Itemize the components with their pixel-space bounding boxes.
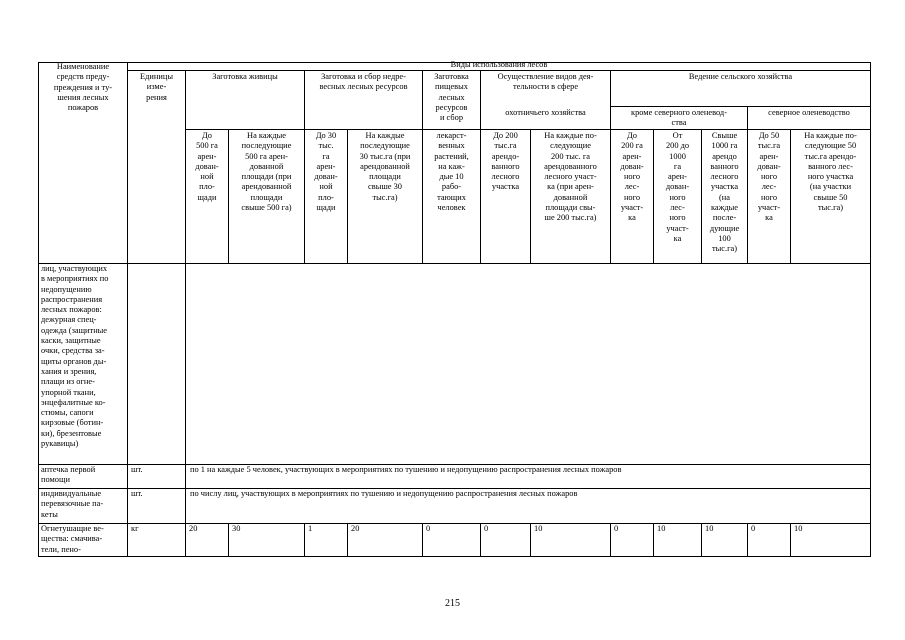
table-line [610, 523, 611, 556]
table-line [422, 523, 423, 556]
subheader-cell: До 30 тыс. га арен- дован- ной пло- щади [314, 131, 338, 213]
header-vidy: Виды использования лесов [450, 60, 548, 69]
value-cell: 30 [232, 524, 241, 533]
subheader-cell: До 50 тыс.га арен- дован- ного лес- ного участ- ка [757, 131, 781, 223]
page-number: 215 [445, 598, 460, 609]
table-line [185, 129, 871, 130]
row-name: аптечка первой помощи [41, 465, 96, 485]
subheader-cell: лекарст- венных растений, на каж- дые 10 рабо- тающих человек [434, 131, 469, 213]
value-cell: 20 [351, 524, 360, 533]
header-severnoe: северное оленеводство [768, 108, 850, 117]
table-line [347, 523, 348, 556]
row-name: индивидуальные перевязочные па- кеты [41, 489, 104, 519]
value-cell: 1 [308, 524, 313, 533]
value-cell: 10 [534, 524, 543, 533]
value-cell: 0 [484, 524, 489, 533]
header-krome: кроме северного оленевод- ства [631, 108, 727, 128]
value-cell: 0 [426, 524, 431, 533]
header-nedrevesnye: Заготовка и сбор недре- весных лесных ресурсов [319, 72, 408, 92]
header-pishchevye: Заготовка пищевых лесных ресурсов и сбор [434, 72, 469, 123]
value-cell: 10 [794, 524, 803, 533]
header-selskoe: Ведение сельского хозяйства [688, 72, 793, 81]
subheader-cell: До 200 га арен- дован- ного лес- ного участ- ка [620, 131, 644, 223]
table-line [790, 523, 791, 556]
row-unit: шт. [131, 489, 143, 498]
row-unit: шт. [131, 465, 143, 474]
table-line [530, 523, 531, 556]
row-name: лиц, участвующих в мероприятиях по недопущению распространения лесных пожаров: дежурная спец- одежда (защитные каски, защитные очки, средства за- щиты органов ды- хания и зрения, плащи из огне- упорной ткани, энцефалитные ко- стюмы, сапоги кирзовые (ботин- ки), брезентовые рукавицы) [41, 264, 109, 449]
subheader-cell: От 200 до 1000 га арен- дован- ного лес- ного участ- ка [665, 131, 690, 243]
table-line [701, 523, 702, 556]
row-name: Огнетушащие ве- щества: смачива- тели, пено- [41, 524, 104, 554]
subheader-cell: До 500 га арен- дован- ной пло- щади [195, 131, 219, 202]
table-line [870, 62, 871, 557]
table-line [480, 523, 481, 556]
table-line [747, 523, 748, 556]
table-line [38, 556, 871, 557]
table-line [610, 106, 871, 107]
value-cell: 0 [751, 524, 756, 533]
row-unit: кг [131, 524, 139, 533]
subheader-cell: На каждые по- следующие 200 тыс. га арендованного лесного участ- ка (при арен- дованной площади свы- ше 200 тыс.га) [544, 131, 597, 223]
subheader-cell: На каждые последующие 30 тыс.га (при арендованной площади свыше 30 тыс.га) [359, 131, 411, 202]
header-name-col: Наименование средств преду- преждения и ту- шения лесных пожаров [53, 62, 113, 113]
value-cell: 20 [189, 524, 198, 533]
value-cell: 0 [614, 524, 619, 533]
table-line [38, 62, 39, 557]
row-merged-text: по числу лиц, участвующих в мероприятиях по тушению и недопущению распространения лесных пожаров [190, 489, 578, 498]
fire-equipment-table [38, 62, 871, 557]
header-okhotnichego: охотничьего хозяйства [505, 108, 586, 117]
header-units: Единицы изме- рения [140, 72, 173, 102]
subheader-cell: На каждые последующие 500 га арен- дованной площади (при арендованной площади свыше 500 га) [241, 131, 292, 213]
header-osushchestvlenie: Осуществление видов дея- тельности в сфере [497, 72, 594, 92]
value-cell: 10 [657, 524, 666, 533]
row-merged-text: по 1 на каждые 5 человек, участвующих в мероприятиях по тушению и недопущению распространения лесных пожаров [190, 465, 622, 474]
subheader-cell: На каждые по- следующие 50 тыс.га арендо- ванного лес- ного участка (на участки свыше 50 тыс.га) [804, 131, 857, 213]
table-line [38, 263, 871, 264]
table-line [304, 523, 305, 556]
header-zhivica: Заготовка живицы [212, 72, 278, 81]
subheader-cell: Свыше 1000 га арендо ванного лесного участка (на каждые после- дующие 100 тыс.га) [709, 131, 740, 254]
subheader-cell: До 200 тыс.га арендо- ванного лесного участка [491, 131, 520, 192]
table-line [127, 62, 128, 557]
table-line [228, 523, 229, 556]
value-cell: 10 [705, 524, 714, 533]
table-line [653, 523, 654, 556]
